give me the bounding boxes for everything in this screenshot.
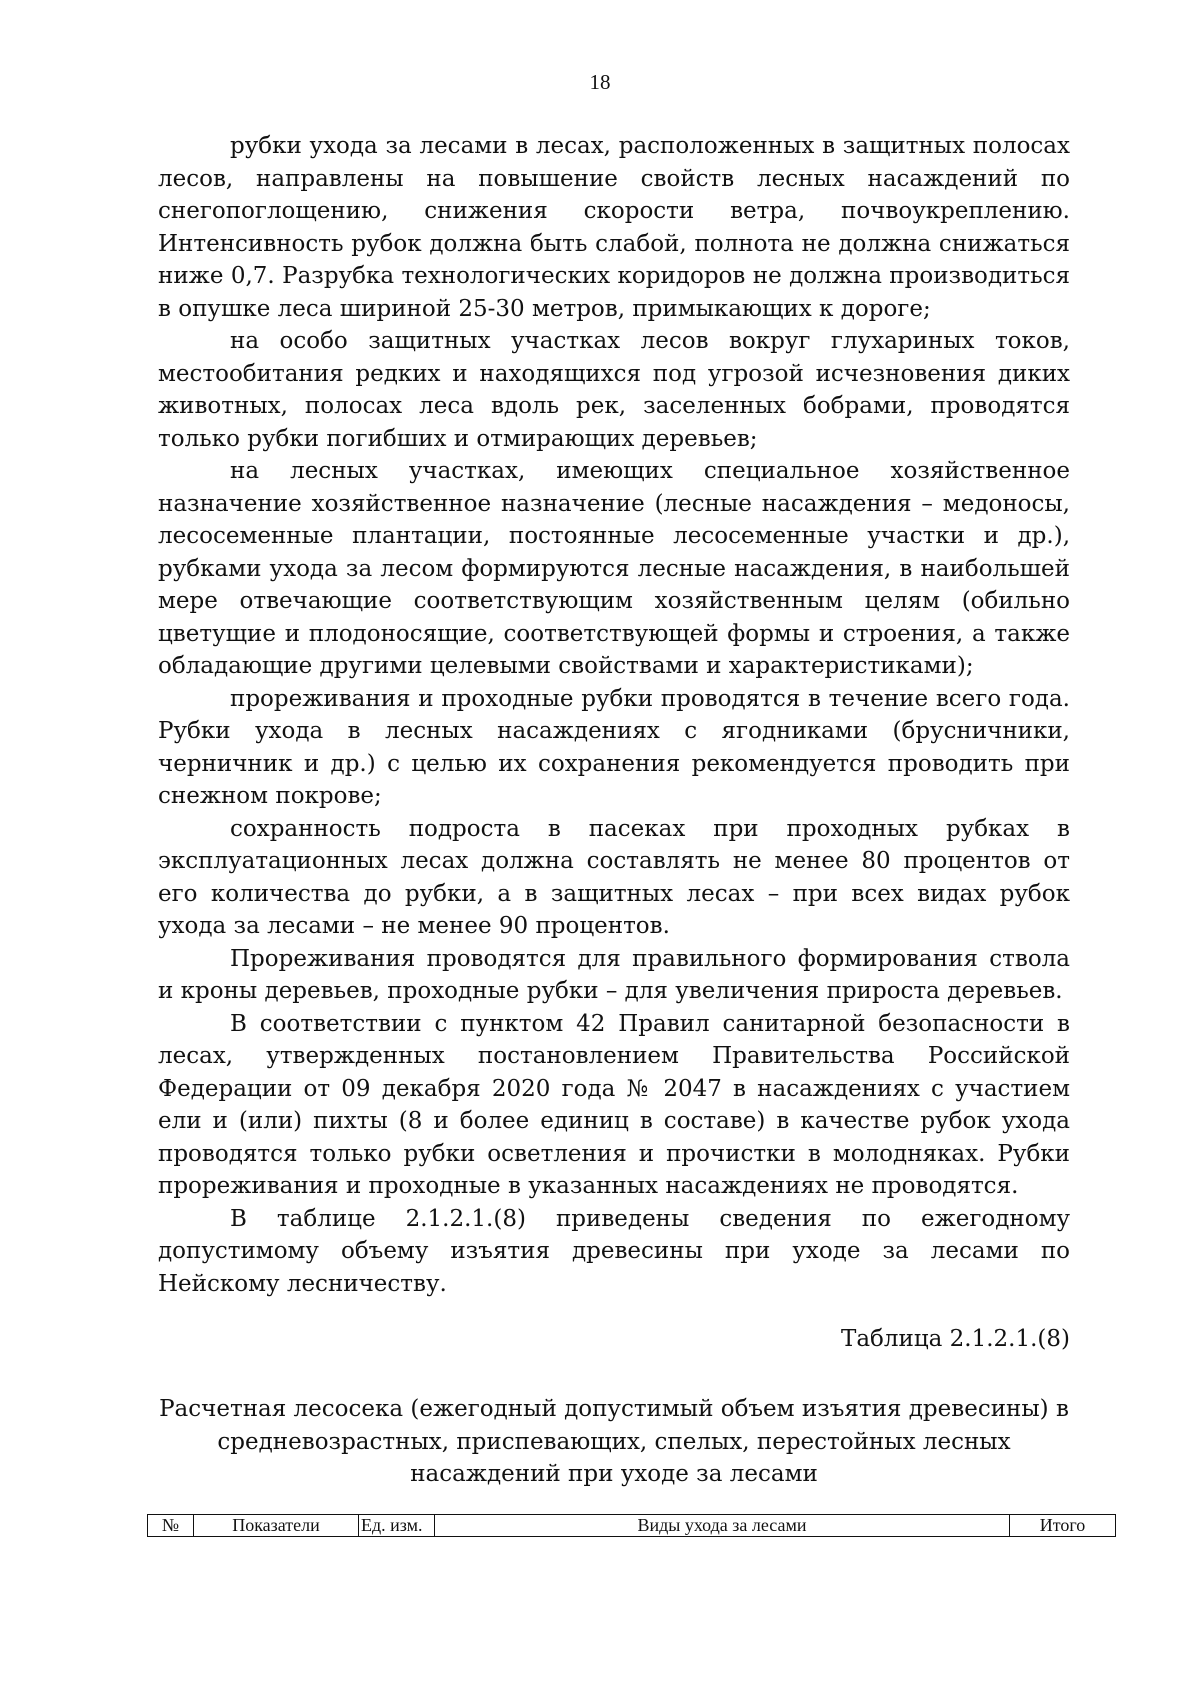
body-text (158, 130, 1070, 1300)
paragraph: Прореживания проводятся для правильного формирования ствола и кроны деревьев, проходные рубки – для увеличения прироста деревьев. (158, 945, 1070, 1004)
paragraph: прореживания и проходные рубки проводятся в течение всего года. Рубки ухода в лесных насаждениях с ягодниками (брусничники, черничник и др.) с целью их сохранения рекомендуется проводить при снежном покрове; (158, 685, 1070, 809)
header-number: № (148, 1515, 194, 1537)
paragraph: В соответствии с пунктом 42 Правил санитарной безопасности в лесах, утвержденных постановлением Правительства Российской Федерации от 09 декабря 2020 года № 2047 в насаждениях с участием ели и (или) пихты (8 и более единиц в составе) в качестве рубок ухода проводятся только рубки осветления и прочистки в молодняках. Рубки прореживания и проходные в указанных насаждениях не проводятся. (158, 1010, 1070, 1199)
table-title (158, 1393, 1070, 1491)
header-unit: Ед. изм. (359, 1515, 435, 1537)
paragraph: рубки ухода за лесами в лесах, расположенных в защитных полосах лесов, направлены на повышение свойств лесных насаждений по снегопоглощению, снижения скорости ветра, почвоукреплению. Интенсивность рубок должна быть слабой, полнота не должна снижаться ниже 0,7. Разрубка технологических коридоров не должна производиться в опушке леса шириной 25-30 метров, примыкающих к дороге; (158, 133, 1070, 322)
table-title-line: Расчетная лесосека (ежегодный допустимый объем изъятия древесины) в (159, 1396, 1069, 1422)
table-reference: Таблица 2.1.2.1.(8) (840, 1326, 1070, 1352)
page-number: 18 (589, 70, 611, 94)
paragraph: на особо защитных участках лесов вокруг глухариных токов, местообитания редких и находящихся под угрозой исчезновения диких животных, полосах леса вдоль рек, заселенных бобрами, проводятся только рубки погибших и отмирающих деревьев; (158, 328, 1070, 452)
header-indicators: Показатели (194, 1515, 359, 1537)
header-care-types: Виды ухода за лесами (435, 1515, 1010, 1537)
allowable-cut-table (147, 1514, 1116, 1537)
header-total: Итого (1010, 1515, 1116, 1537)
table-title-line: насаждений при уходе за лесами (410, 1461, 818, 1487)
paragraph: В таблице 2.1.2.1.(8) приведены сведения по ежегодному допустимому объему изъятия древесины при уходе за лесами по Нейскому лесничеству. (158, 1205, 1070, 1297)
table-header-row (148, 1515, 1116, 1537)
paragraph: на лесных участках, имеющих специальное хозяйственное назначение хозяйственное назначение (лесные насаждения – медоносы, лесосеменные плантации, постоянные лесосеменные участки и др.), рубками ухода за лесом формируются лесные насаждения, в наибольшей мере отвечающие соответствующим хозяйственным целям (обильно цветущие и плодоносящие, соответствующей формы и строения, а также обладающие другими целевыми свойствами и характеристиками); (158, 458, 1070, 679)
paragraph: сохранность подроста в пасеках при проходных рубках в эксплуатационных лесах должна составлять не менее 80 процентов от его количества до рубки, а в защитных лесах – при всех видах рубок ухода за лесами – не менее 90 процентов. (158, 815, 1070, 939)
table-title-line: средневозрастных, приспевающих, спелых, перестойных лесных (217, 1428, 1011, 1455)
